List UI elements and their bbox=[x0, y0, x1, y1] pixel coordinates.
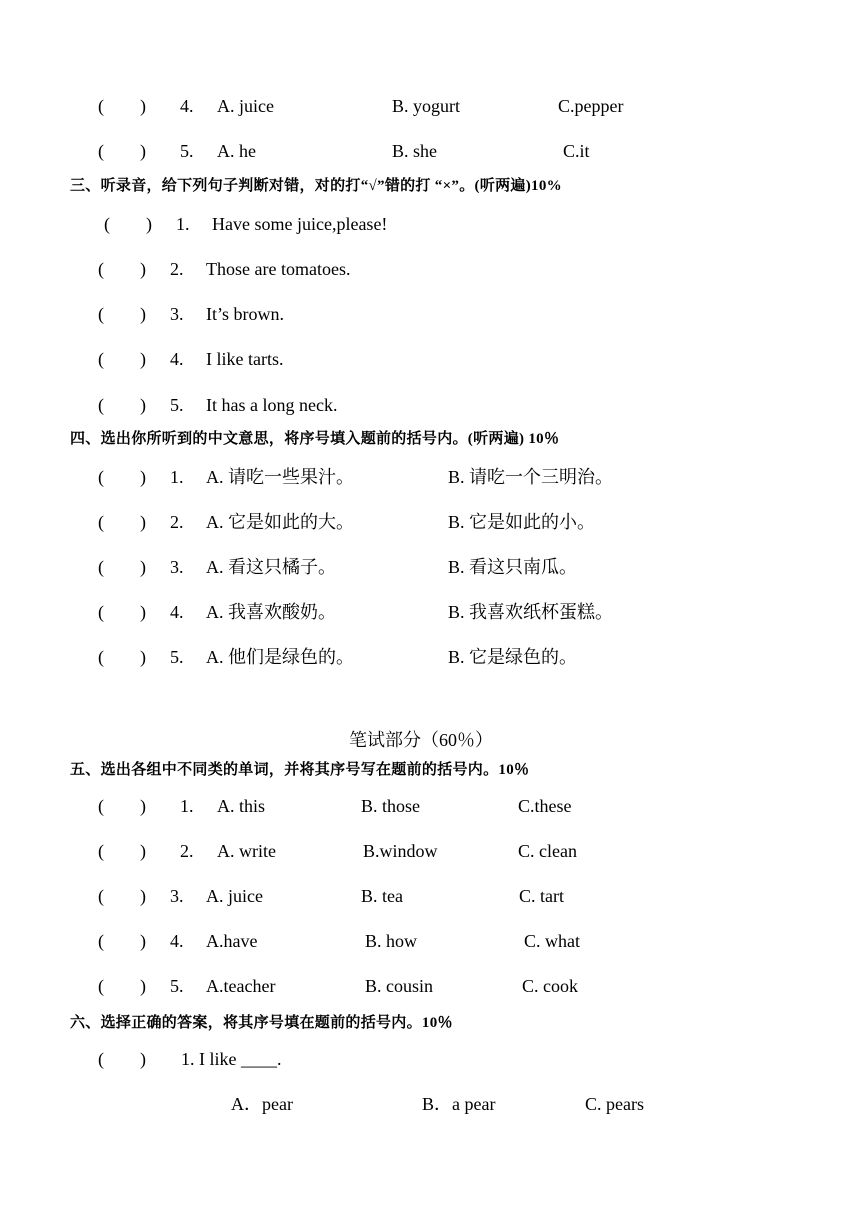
answer-paren[interactable]: ( ) bbox=[98, 467, 146, 487]
option-b: B. 看这只南瓜。 bbox=[448, 557, 578, 577]
answer-paren[interactable]: ( ) bbox=[98, 931, 146, 951]
section5-heading: 五、选出各组中不同类的单词，并将其序号写在题前的括号内。10％ bbox=[70, 762, 530, 778]
answer-paren[interactable]: ( ) bbox=[98, 647, 146, 667]
option-a: A.have bbox=[206, 931, 258, 951]
answer-paren[interactable]: ( ) bbox=[98, 557, 146, 577]
question-number: 5. bbox=[180, 141, 194, 161]
option-b: B.window bbox=[363, 841, 438, 861]
question-number: 3. bbox=[170, 557, 184, 577]
sentence: It’s brown. bbox=[206, 304, 284, 324]
question-number: 4. bbox=[170, 349, 184, 369]
answer-paren[interactable]: ( ) bbox=[98, 976, 146, 996]
option-b: B. 请吃一个三明治。 bbox=[448, 467, 614, 487]
question-number: 3. bbox=[170, 886, 184, 906]
answer-paren[interactable]: ( ) bbox=[98, 349, 146, 369]
question-number: 1. bbox=[180, 796, 194, 816]
option-a: A. he bbox=[217, 141, 256, 161]
option-b: B. 它是如此的小。 bbox=[448, 512, 596, 532]
option-c: C. tart bbox=[519, 886, 564, 906]
question-number: 4. bbox=[180, 96, 194, 116]
sentence: I like tarts. bbox=[206, 349, 284, 369]
option-a: A. juice bbox=[206, 886, 263, 906]
sentence: It has a long neck. bbox=[206, 395, 338, 415]
option-b: B. she bbox=[392, 141, 437, 161]
answer-paren[interactable]: ( ) bbox=[98, 395, 146, 415]
option-b: B. 我喜欢纸杯蛋糕。 bbox=[448, 602, 614, 622]
answer-paren[interactable]: ( ) bbox=[98, 841, 146, 861]
option-a: A. 它是如此的大。 bbox=[206, 512, 354, 532]
option-b: B. cousin bbox=[365, 976, 434, 996]
option-a: A. write bbox=[217, 841, 276, 861]
question-number: 2. bbox=[170, 512, 184, 532]
section4-heading: 四、选出你所听到的中文意思，将序号填入题前的括号内。(听两遍) 10％ bbox=[70, 431, 560, 447]
section3-heading: 三、听录音，给下列句子判断对错，对的打“√”错的打 “×”。(听两遍)10% bbox=[70, 178, 562, 194]
option-a: A. this bbox=[217, 796, 266, 816]
question-number: 2. bbox=[170, 259, 184, 279]
question-number: 5. bbox=[170, 976, 184, 996]
option-b: B. those bbox=[361, 796, 421, 816]
answer-paren[interactable]: ( ) bbox=[98, 96, 146, 116]
option-c: C. clean bbox=[518, 841, 577, 861]
option-b: B. tea bbox=[361, 886, 403, 906]
question-number: 1. bbox=[176, 214, 190, 234]
option-a: A. 他们是绿色的。 bbox=[206, 647, 354, 667]
option-a: A. 看这只橘子。 bbox=[206, 557, 336, 577]
option-a: A．pear bbox=[231, 1094, 293, 1114]
answer-paren[interactable]: ( ) bbox=[98, 886, 146, 906]
option-a: A. 我喜欢酸奶。 bbox=[206, 602, 336, 622]
answer-paren[interactable]: ( ) bbox=[98, 141, 146, 161]
option-c: C.it bbox=[563, 141, 590, 161]
question-number: 4. bbox=[170, 602, 184, 622]
question-number: 1. bbox=[170, 467, 184, 487]
option-c: C. what bbox=[524, 931, 580, 951]
option-a: A. juice bbox=[217, 96, 274, 116]
answer-paren[interactable]: ( ) bbox=[98, 512, 146, 532]
question-number: 4. bbox=[170, 931, 184, 951]
sentence: Have some juice,please! bbox=[212, 214, 388, 234]
written-part-title: 笔试部分（60％） bbox=[349, 730, 493, 750]
option-b: B. how bbox=[365, 931, 418, 951]
option-c: C.these bbox=[518, 796, 572, 816]
question-number: 2. bbox=[180, 841, 194, 861]
question-number: 5. bbox=[170, 647, 184, 667]
question-number: 3. bbox=[170, 304, 184, 324]
option-b: B．a pear bbox=[422, 1094, 496, 1114]
option-c: C. pears bbox=[585, 1094, 644, 1114]
option-c: C. cook bbox=[522, 976, 578, 996]
question-text: 1. I like ____. bbox=[181, 1049, 282, 1069]
option-a: A. 请吃一些果汁。 bbox=[206, 467, 354, 487]
sentence: Those are tomatoes. bbox=[206, 259, 351, 279]
answer-paren[interactable]: ( ) bbox=[104, 214, 152, 234]
section6-heading: 六、选择正确的答案，将其序号填在题前的括号内。10％ bbox=[70, 1015, 453, 1031]
option-b: B. yogurt bbox=[392, 96, 461, 116]
option-b: B. 它是绿色的。 bbox=[448, 647, 578, 667]
option-a: A.teacher bbox=[206, 976, 276, 996]
answer-paren[interactable]: ( ) bbox=[98, 602, 146, 622]
answer-paren[interactable]: ( ) bbox=[98, 1049, 146, 1069]
answer-paren[interactable]: ( ) bbox=[98, 259, 146, 279]
answer-paren[interactable]: ( ) bbox=[98, 304, 146, 324]
option-c: C.pepper bbox=[558, 96, 624, 116]
answer-paren[interactable]: ( ) bbox=[98, 796, 146, 816]
question-number: 5. bbox=[170, 395, 184, 415]
